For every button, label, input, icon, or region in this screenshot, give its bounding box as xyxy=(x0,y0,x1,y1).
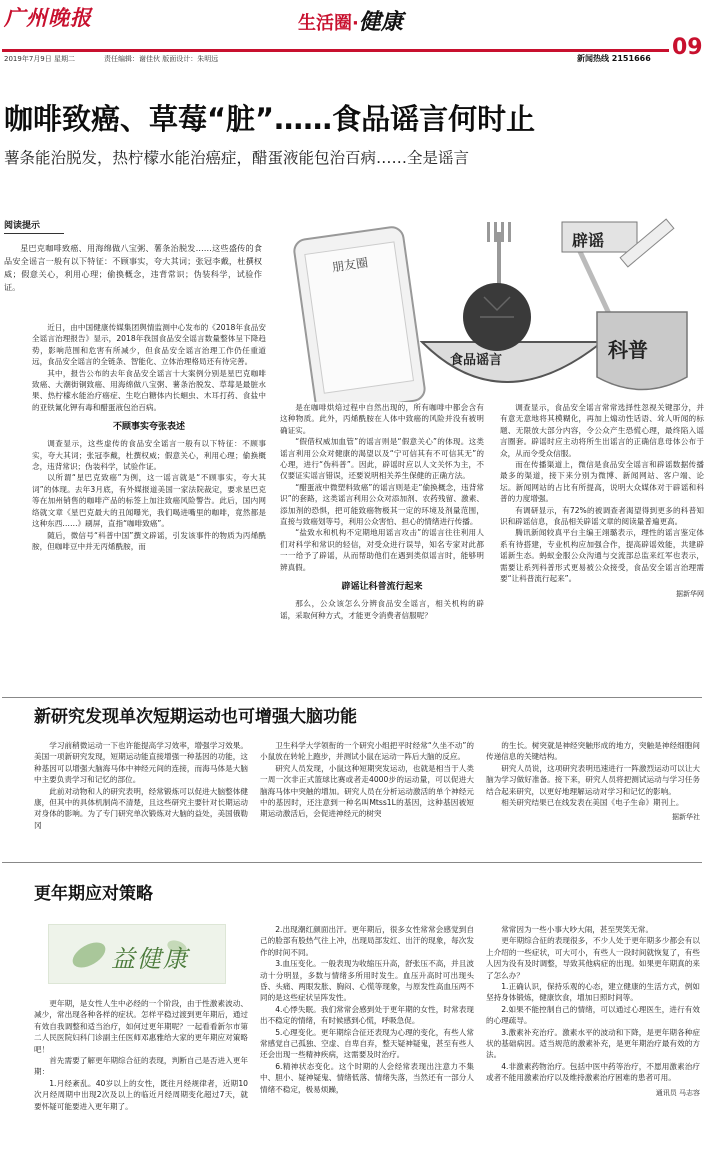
paragraph: 3.激素补充治疗。激素水平的波动和下降，是更年期各种症状的基础病因。适当规范的激素补充，是更年期治疗最有效的方法。 xyxy=(486,1027,700,1060)
article1-subhead-1: 不顾事实夸张表述 xyxy=(112,422,185,433)
health-logo xyxy=(48,924,226,984)
paragraph: 3.血压变化。一般表现为收缩压升高，舒张压不高，并且波动十分明显，多数与情绪多所用时发生。血压升高时可出现头昏、头痛、两眼发胀、胸闷、心慌等现象，与原发性高血压两不同的是这些症状呈阵发性。 xyxy=(260,959,474,1003)
article2-column-1 xyxy=(34,740,248,831)
paragraph: 首先需要了解更年期综合征的表现，判断自己是否进入更年期： xyxy=(34,1056,248,1077)
paragraph: 2.如果不能控制自己的情绪，可以通过心理医生，进行有效的心理疏导。 xyxy=(486,1004,700,1026)
article1-source: 据新华网 xyxy=(676,589,704,598)
hotline xyxy=(577,53,651,64)
divider xyxy=(2,862,702,863)
paragraph: 4.非激素药物治疗。包括中医中药等治疗，不愿用激素治疗或者不能用激素治疗以及维持激素治疗困难的患者可用。 xyxy=(486,1061,700,1083)
reading-tips-title: 阅读提示 xyxy=(4,218,64,234)
illustration xyxy=(272,192,702,402)
science-label: 科普 xyxy=(608,338,648,362)
rumor-illustration xyxy=(272,192,702,402)
masthead-logo: 广州晚报 xyxy=(4,5,92,30)
paragraph: 的生长。树突就是神经突触形成的地方，突触是神经细胞间传递信息的关键结构。 xyxy=(486,741,700,762)
paragraph: 腾讯新闻较真平台主编王翊璐表示，理性的谣言鉴定体系有待搭建，专业机构应加强合作，提高辟谣效能，共建辟谣新生态。蚂蚁金服公众沟通与交流部总监来红军也表示，需要让系列科普形式更易被公众接受，食品安全谣言治理需要“让科普流行起来”。 xyxy=(500,528,704,584)
paragraph: 6.精神状态变化。这个时期的人会经常表现出注意力不集中、胆小、疑神疑鬼、情绪低落、情绪失落，当然还有一部分人情绪不稳定，极易烦躁， xyxy=(260,1061,474,1094)
paragraph: 更年期综合征的表现很多，不少人处于更年期多少都会有以上介绍的一些症状，可大可小，有些人一段时间就恢复了，有些人因为没有及时调整，导致其他病症的出现。如果更年期真的来了怎么办？ xyxy=(486,936,700,980)
paragraph: 而在传播渠道上，微信是食品安全谣言和辟谣数据传播最多的渠道，接下来分别为微博、新闻网站、客户端、论坛。新闻网站的占比有所提高，说明大众媒体对于辟谣和科普的力度增强。 xyxy=(500,460,704,504)
article3-column-1 xyxy=(34,998,248,1112)
paragraph: 1.正确认识，保持乐观的心态，建立健康的生活方式，例如坚持身体锻炼，健康饮食，增加日照时间等。 xyxy=(486,982,700,1003)
divider xyxy=(2,697,702,698)
paragraph: “盐致水和机构不定期地用谣言攻击”的谣言往往利用人们对科学和常识的轻信，对受众进行误导，知名专家对此都一一给予了辟谣，从而帮助他们在遇到类似谣言时，能够明辨真假。 xyxy=(280,528,484,572)
page-number: 09 xyxy=(672,35,703,60)
paragraph: 学习前稍微运动一下也许能提高学习效率，增强学习效果。美国一项新研究发现，短期运动能直接增强一种基因的功能，这种基因可以增强大脑海马体中神经元间的连接，而海马体是大脑中主要负责学习和记忆的部位。 xyxy=(34,741,248,785)
section-title xyxy=(298,10,403,36)
friends-circle-label: 朋友圈 xyxy=(331,255,369,275)
article1-column-2 xyxy=(280,402,484,621)
paragraph: 常常因为一些小事大吵大闹，甚至哭笑无常。 xyxy=(501,925,654,934)
article3-source: 通讯员 马志容 xyxy=(655,1088,700,1097)
article2-column-3 xyxy=(486,740,700,822)
health-logo-text: 益健康 xyxy=(111,945,189,973)
paragraph: 那么，公众该怎么分辨食品安全谣言，相关机构的辟谣，采取何种方式，才能更令消费者信服呢？ xyxy=(280,599,484,620)
paragraph: 有调研显示，有72%的被调查者渴望得到更多的科普知识和辟谣信息，食品相关辟谣文章的阅读量普遍更高。 xyxy=(500,505,704,527)
debunk-label: 辟谣 xyxy=(572,231,605,250)
article1-column-3 xyxy=(500,402,704,599)
paragraph: 调查显示，食品安全谣言常常选择性忽视关键部分，并有意无意地将其模糊化，再加上煽动性话语、耸人听闻的标题、无限放大部分内容，令公众产生恐慌心理，最终陷入谣言圈套。辟谣时应主动将所生出谣言的正确信息母体公布于众，从而令受众信服。 xyxy=(500,403,704,458)
section-topic: 健康 xyxy=(358,9,403,35)
article3-column-3 xyxy=(486,924,700,1098)
paragraph: “醋蛋液中微塑料致癌”的谣言则是走“偷换概念，违背常识”的套路，这类谣言利用公众对添加剂、农药残留、激素、添加剂的恐惧，把可能致癌物极其一定的环境及剂量范围，直接与致癌划等号，利用公众害怕、担心的情绪进行传播。 xyxy=(280,482,484,527)
article2-source: 据新华社 xyxy=(672,813,700,822)
paragraph: 更年期，是女性人生中必经的一个阶段，由于性激素波动、减少，常出现各种各样的症状。怎样平稳过渡到更年期后，通过有效自我调整和适当治疗，如何过更年期呢？一起看看新尔市第二人民医院妇科门诊副主任医师邓惠雅给大家的更年期应对策略吧！ xyxy=(34,999,248,1054)
paragraph: 1.月经紊乱。40岁以上的女性，既往月经规律者，近期10次月经周期中出现2次及以上的临近月经周期变化超过7天，就要怀疑可能要进入更年期了。 xyxy=(34,1078,248,1111)
article3-column-2 xyxy=(260,924,474,1095)
article3-title: 更年期应对策略 xyxy=(34,884,153,904)
food-rumor-label: 食品谣言 xyxy=(450,353,503,368)
paragraph: “假借权威加血管”的谣言则是“假意关心”的体现。这类谣言利用公众对健康的渴望以及“宁可信其有不可信其无”的心理，进行“伪科普”。因此，辟谣时应以人文关怀为主，不仅要证实谣言错误，还要说明相关养生保健的正确方法。 xyxy=(280,437,484,481)
issue-date: 2019年7月9日 星期二 xyxy=(4,55,75,63)
reading-tips xyxy=(4,218,262,294)
article1-column-1 xyxy=(32,322,266,552)
phone-icon xyxy=(293,226,426,402)
paragraph: 卫生科学大学领衔的一个研究小组把平时经常“久坐不动”的小鼠放在转轮上跑步，并测试小鼠在运动一阵后大脑的反应。 xyxy=(260,741,474,762)
article1-subhead-2: 辟谣让科普流行起来 xyxy=(341,582,423,593)
paragraph: 随后，微信号“科普中国”撰文辟谣，引发该事件的物质为丙烯酰胺，但咖啡豆中并无丙烯酰胺，而 xyxy=(32,530,266,551)
subheadline: 薯条能治脱发，热柠檬水能治癌症，醋蛋液能包治百病……全是谣言 xyxy=(4,149,470,167)
reading-tips-text: 星巴克咖啡致癌、用海绵做八宝粥、薯条治脱发……这些盛传的食品安全谣言一般有以下特征：不顾事实，夸大其词；张冠李戴，杜撰权威；假意关心，利用心理；偷换概念，违背常识；伪装科学，试验作证。 xyxy=(4,243,262,292)
article2-column-2 xyxy=(260,740,474,820)
paragraph: 4.心悸失眠。我们常常会感到处于更年期的女性，时常表现出不稳定的情绪，有时候感到心慌，呼吸急促。 xyxy=(260,1004,474,1026)
section-label: 生活圈· xyxy=(298,13,359,34)
editor-credits: 责任编辑：谢佳伙 版面设计：朱明远 xyxy=(104,55,219,63)
paragraph: 研究人员发现，小鼠这种短期突发运动，也就是相当于人类一周一次非正式篮球比赛或者走4000步的运动量，可以促进大脑海马体中突触的增加。研究人员在分析运动激活的单个神经元中的基因时，还注意到一种名叫Mtss1L的基因，这种基因被短期运动激活后，会促进神经元的树突 xyxy=(260,763,474,819)
paragraph: 研究人员说，这项研究表明迅速进行一阵激烈运动可以让大脑为学习做好准备。接下来，研究人员将把测试运动与学习任务结合起来研究，以更好地理解运动对学习和记忆的影响。 xyxy=(486,763,700,796)
paragraph: 相关研究结果已在线发表在美国《电子生命》期刊上。 xyxy=(501,798,684,808)
hotline-number: 2151666 xyxy=(611,54,651,63)
paragraph: 其中，报告公布的去年食品安全谣言十大案例分别是星巴克咖啡致癌、大潮街铜致癌、用海绵做八宝粥、薯条治脱发、草莓是最脏水果、热柠檬水能治疗癌症、生吃白糖体内长蛔虫、木耳打药、食盐中的亚铁氰化钾有毒和醋蛋液包治百病。 xyxy=(32,368,266,412)
paragraph: 此前对动物和人的研究表明，经常锻炼可以促进大脑整体健康，但其中的具体机制尚不清楚，且这些研究主要针对长期运动对身体的影响。为了专门研究单次锻炼对大脑的益处，美国俄勒冈 xyxy=(34,786,248,830)
paragraph: 5.心理变化。更年期综合征还表现为心理的变化，有些人常常感觉自己孤独、空虚、自卑自弃，整天疑神疑鬼，甚至有些人还会出现一些精神疾病，这需要及时治疗。 xyxy=(260,1027,474,1060)
paragraph: 以所谓“星巴克致癌”为例，这一谣言就是“不顾事实，夸大其词”的体现。去年3月底，有外媒报道美国一家法院裁定，要求星巴克等在加州销售的咖啡产品的标签上加注致癌风险警告。此后，国内网络就文章《星巴克最大的丑闻曝光，我们喝进嘴里的咖啡，竟然都是这种东西……》刷屏，直指“咖啡致癌”。 xyxy=(32,473,266,529)
paragraph: 调查显示，这些虚传的食品安全谣言一般有以下特征：不顾事实，夸大其词；张冠李戴，杜撰权威；假意关心，利用心理；偷换概念，违背常识；伪装科学，试验作证。 xyxy=(32,439,266,472)
paragraph: 2.出现潮红颜面出汗。更年期后，很多女性常常会感觉到自己的脸部有股热气往上冲，出现局部发红、出汗的现象，每次发作的时间不同。 xyxy=(260,925,474,957)
headline: 咖啡致癌、草莓“脏”……食品谣言何时止 xyxy=(4,102,536,136)
paragraph: 近日，由中国健康传媒集团舆情监测中心发布的《2018年食品安全谣言治理报告》显示，2018年我国食品安全谣言数量整体呈下降趋势，影响范围和危害有所减少，但食品安全谣言治理工作仍任重道远，食品安全谣言的全链条、智能化、立体治理格局还有待完善。 xyxy=(32,323,266,367)
header-rule xyxy=(2,49,669,52)
hotline-label: 新闻热线 xyxy=(577,54,609,63)
paragraph: 是在咖啡烘焙过程中自然出现的，所有咖啡中都会含有这种物质。此外，丙烯酰胺在人体中致癌的风险并没有被明确证实。 xyxy=(280,403,484,435)
article2-title: 新研究发现单次短期运动也可增强大脑功能 xyxy=(34,707,357,727)
